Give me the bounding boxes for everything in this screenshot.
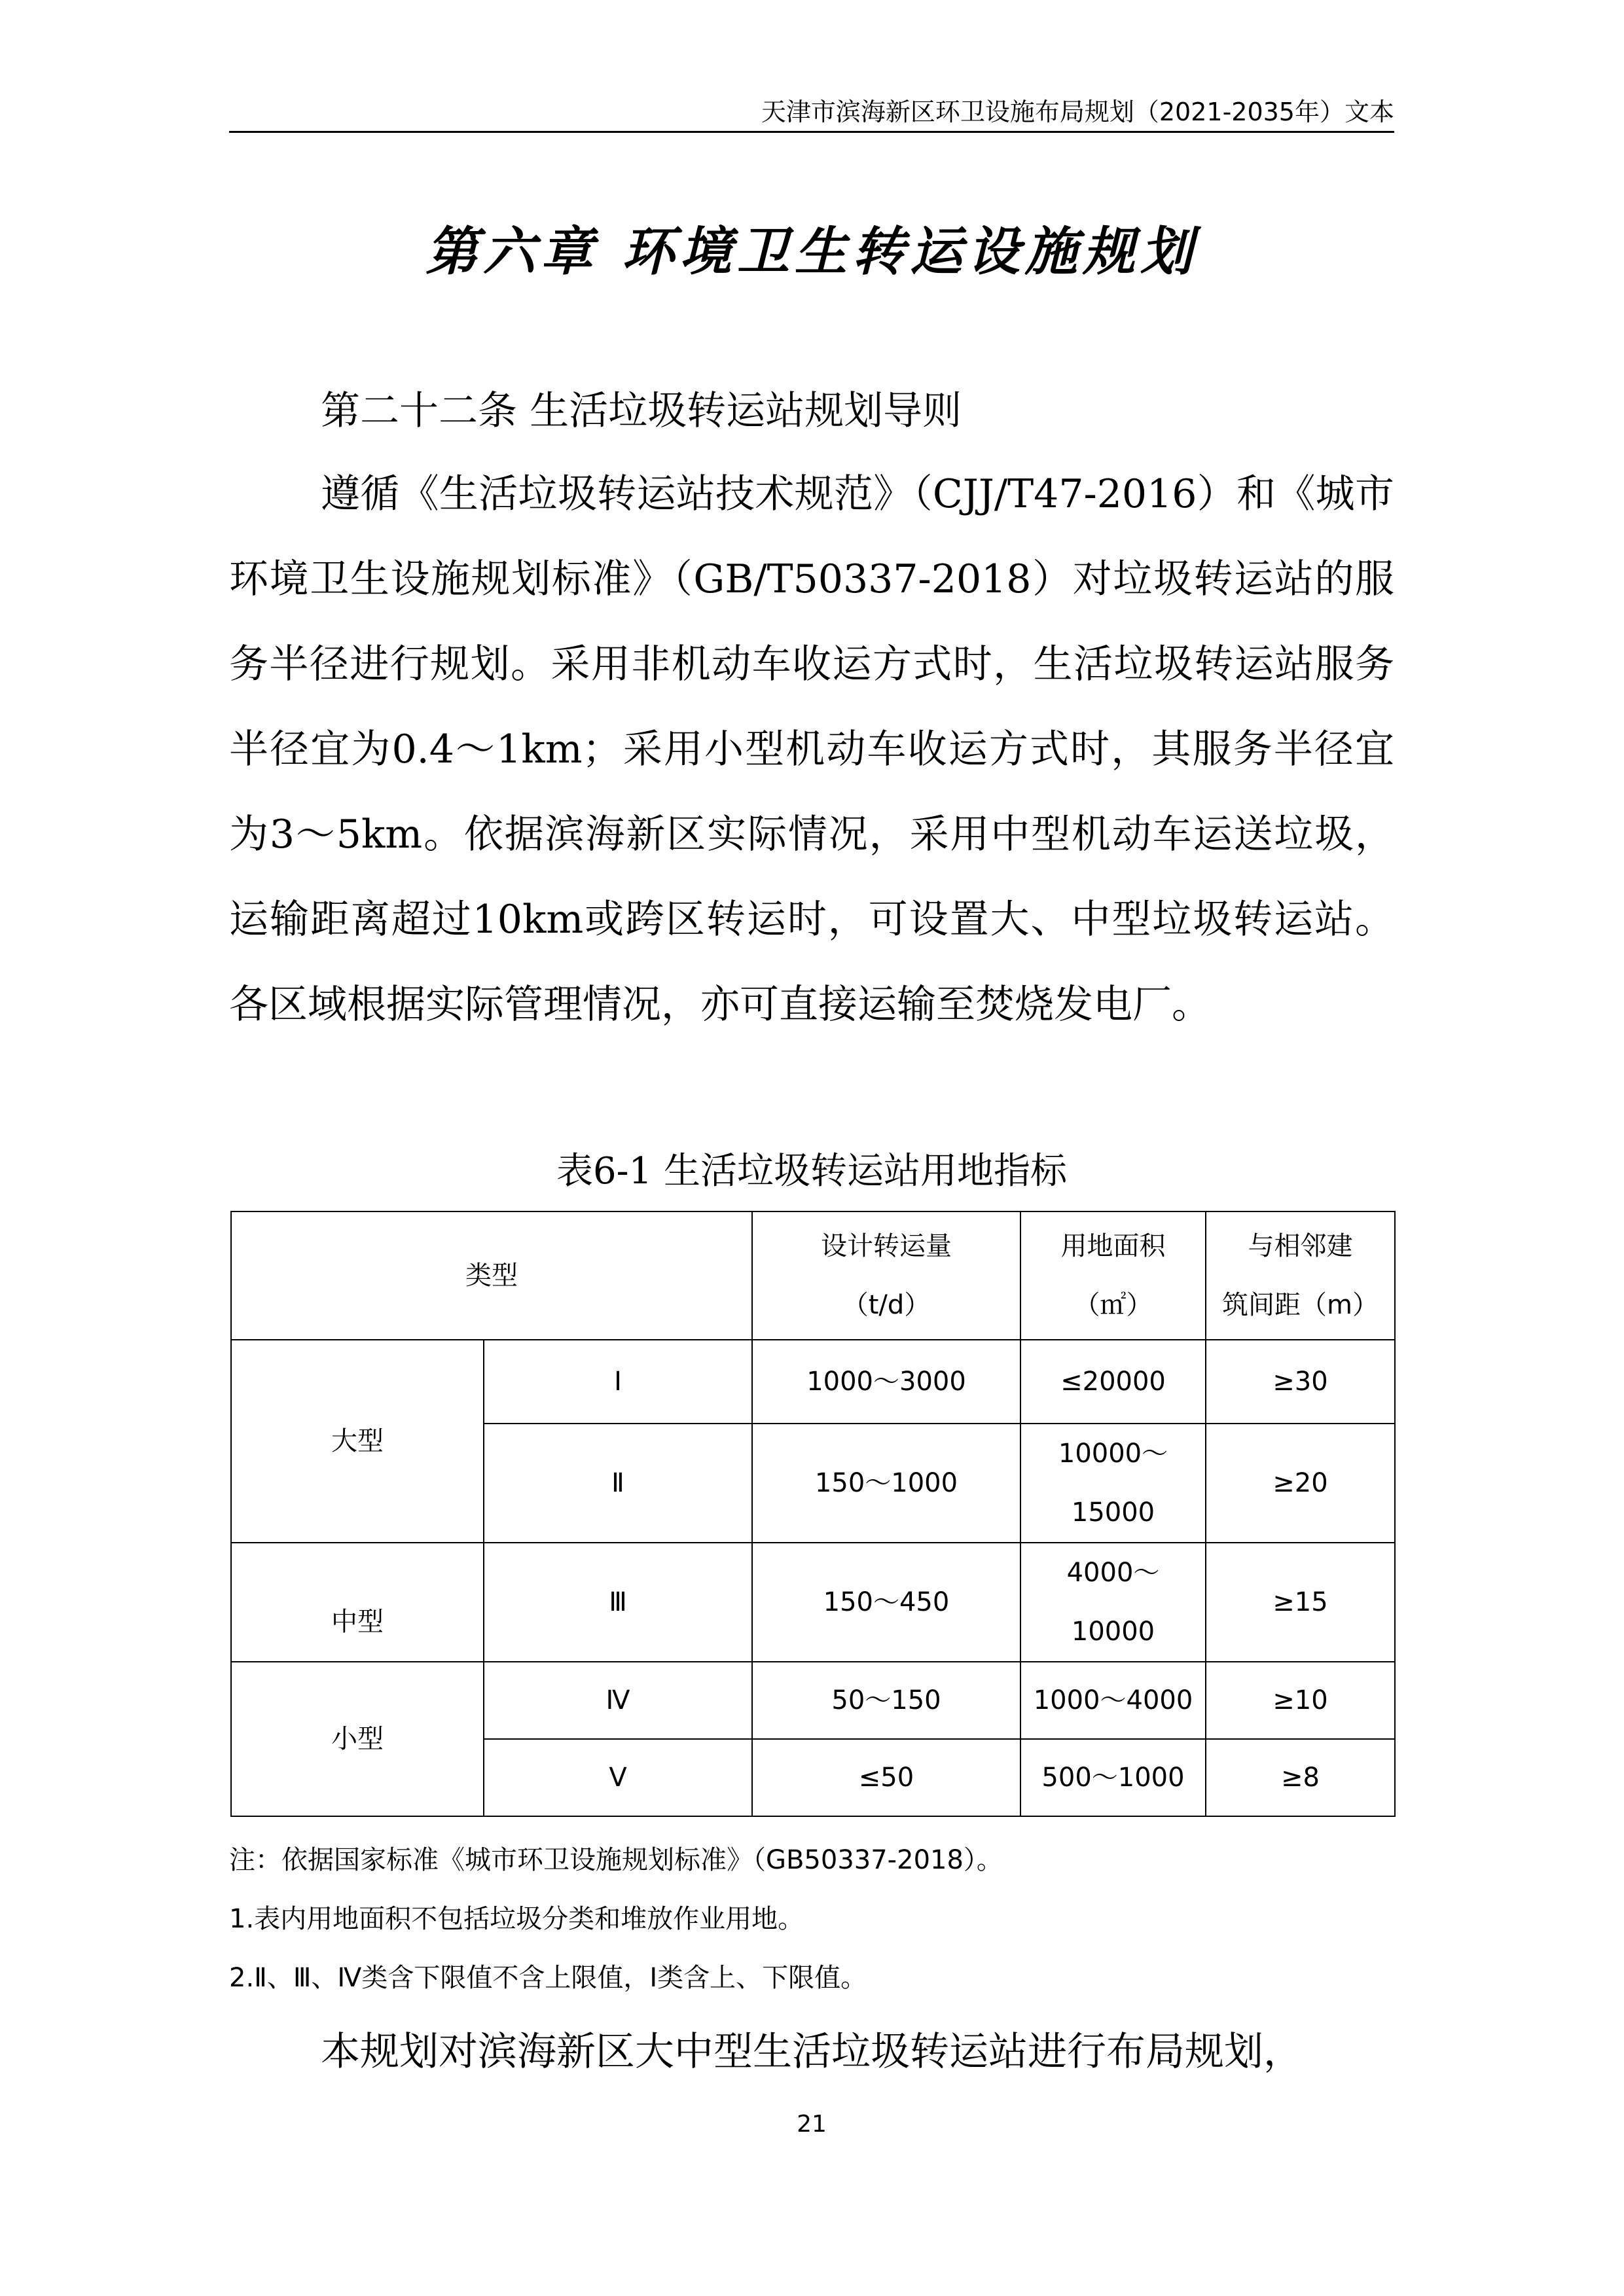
page-number: 21 [797,2111,827,2138]
header-capacity-line1: 设计转运量 [821,1231,952,1261]
row-capacity: 150～1000 [752,1424,1020,1543]
row-class: Ⅱ [484,1424,752,1543]
group-small: 小型 [231,1662,484,1816]
row-distance: ≥20 [1206,1424,1395,1543]
header-capacity-line2: （t/d） [842,1290,931,1320]
row-distance: ≥30 [1206,1340,1395,1424]
table-note-1: 1.表内用地面积不包括垃圾分类和堆放作业用地。 [229,1904,804,1934]
row-capacity: ≤50 [752,1739,1020,1816]
row-area [1020,1543,1206,1662]
table-note-2: 2.Ⅱ、Ⅲ、Ⅳ类含下限值不含上限值，Ⅰ类含上、下限值。 [229,1963,867,1993]
group-large: 大型 [231,1340,484,1543]
header-type: 类型 [231,1211,752,1340]
table-row [231,1662,1395,1739]
row-distance: ≥10 [1206,1662,1395,1739]
row-capacity: 1000～3000 [752,1340,1020,1424]
row-class: Ⅳ [484,1662,752,1739]
row-class: Ⅴ [484,1739,752,1816]
row-area-line1: 4000～ [1066,1558,1160,1588]
table-note-source: 注：依据国家标准《城市环卫设施规划标准》（GB50337-2018）。 [229,1845,1003,1875]
header-distance-line1: 与相邻建 [1248,1231,1353,1261]
header-area [1020,1211,1206,1340]
header-area-line1: 用地面积 [1060,1231,1166,1261]
row-capacity: 150～450 [752,1543,1020,1662]
table-row [231,1340,1395,1424]
row-class: Ⅲ [484,1543,752,1662]
table-caption: 表6-1 生活垃圾转运站用地指标 [556,1150,1067,1193]
row-area [1020,1424,1206,1543]
table-header-row [231,1211,1395,1340]
group-medium-label: 中型 [331,1607,384,1637]
row-area-line2: 15000 [1071,1498,1155,1528]
row-area: 500～1000 [1020,1739,1206,1816]
row-area: 1000～4000 [1020,1662,1206,1739]
header-divider [229,131,1394,133]
body-paragraph-1: 遵循《生活垃圾转运站技术规范》（CJJ/T47-2016）和《城市环境卫生设施规划标准》（GB/T50337-2018）对垃圾转运站的服务半径进行规划。采用非机动车收运方式时，生活垃圾转运站服务半径宜为0.4～1km；采用小型机动车收运方式时，其服务半径宜为3～5km。依据滨海新区实际情况，采用中型机动车运送垃圾，运输距离超过10km或跨区转运时，可设置大、中型垃圾转运站。各区域根据实际管理情况，亦可直接运输至焚烧发电厂。 [229,471,1394,1028]
row-class: Ⅰ [484,1340,752,1424]
row-area-line1: 10000～ [1058,1439,1168,1469]
group-medium [231,1543,484,1662]
body-paragraph-2: 本规划对滨海新区大中型生活垃圾转运站进行布局规划， [321,2029,1303,2075]
running-header: 天津市滨海新区环卫设施布局规划（2021-2035年）文本 [761,98,1394,126]
table-row [231,1543,1395,1662]
row-area: ≤20000 [1020,1340,1206,1424]
row-capacity: 50～150 [752,1662,1020,1739]
row-area-line2: 10000 [1071,1617,1155,1647]
chapter-title: 第六章 环境卫生转运设施规划 [425,221,1198,282]
land-use-table [230,1211,1396,1817]
section-title: 第二十二条 生活垃圾转运站规划导则 [321,388,962,434]
header-area-line2: （㎡） [1074,1290,1153,1320]
header-capacity [752,1211,1020,1340]
header-distance-line2: 筑间距（m） [1222,1290,1379,1320]
header-distance [1206,1211,1395,1340]
row-distance: ≥15 [1206,1543,1395,1662]
row-distance: ≥8 [1206,1739,1395,1816]
